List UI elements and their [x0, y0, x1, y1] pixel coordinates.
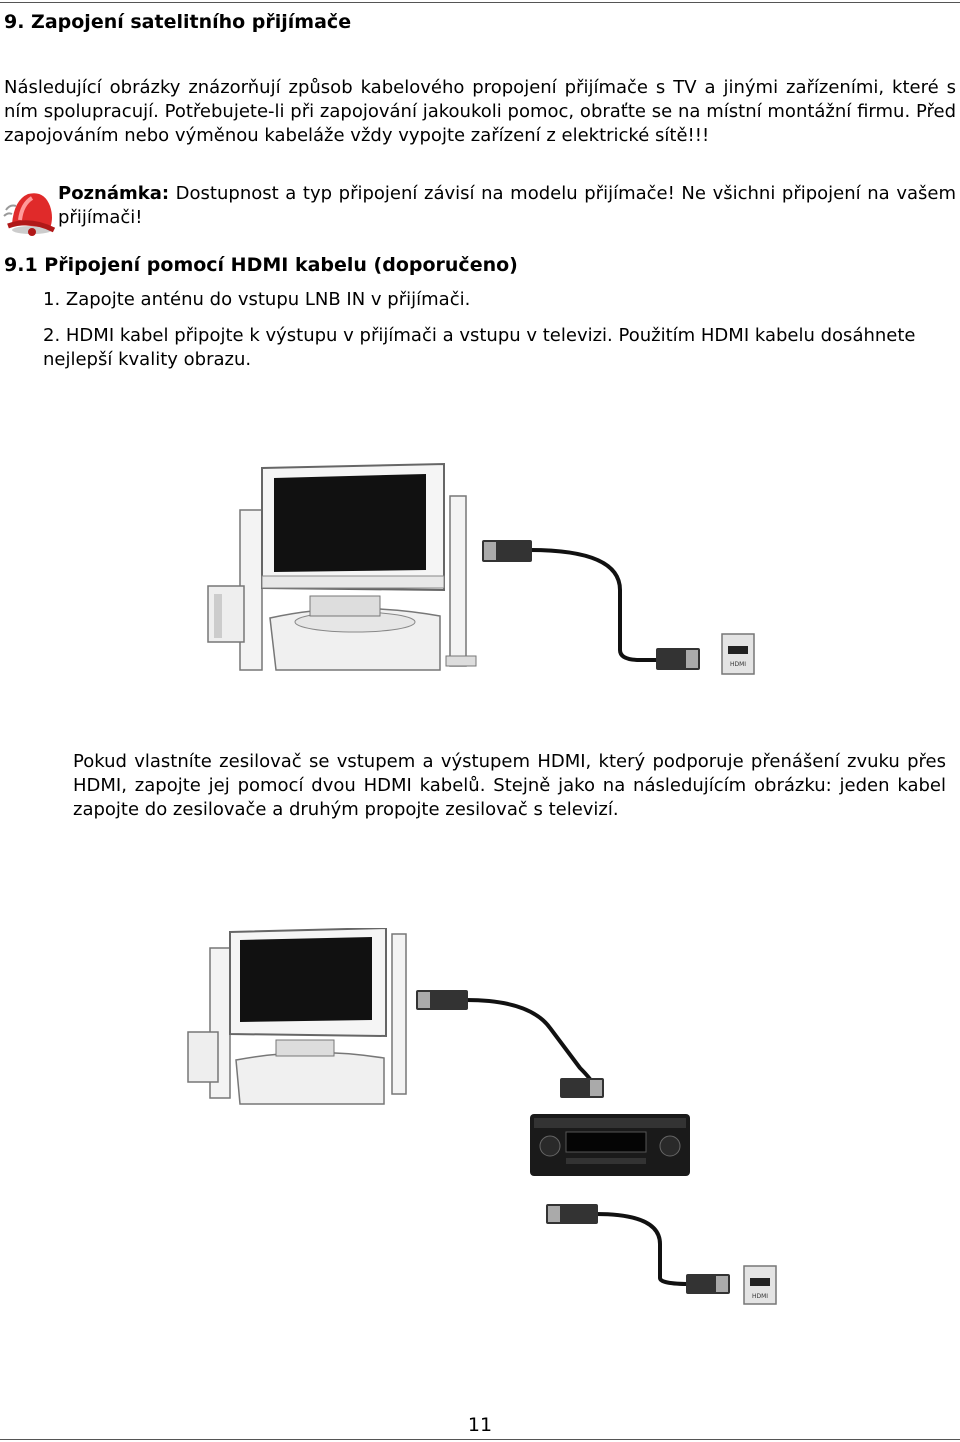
- step-1: 1. Zapojte anténu do vstupu LNB IN v přijímači.: [43, 289, 471, 310]
- hdmi-port-icon: [744, 1266, 776, 1304]
- note-box: [0, 180, 960, 240]
- hdmi-cable-illustration: [482, 540, 700, 670]
- note-label: Poznámka:: [58, 183, 170, 204]
- amplifier-paragraph: Pokud vlastníte zesilovač se vstupem a výstupem HDMI, který podporuje přenášení zvuku přes HDMI, zapojte jej pomocí dvou HDMI kabelů. Stejně jako na následujícím obrázku: jeden kabel zapojte do zesilovače a druhým propojte zesilovač s televizí.: [73, 751, 946, 820]
- note-text: [58, 182, 956, 230]
- top-rule: [0, 2, 960, 3]
- tv-set-illustration: [208, 464, 476, 670]
- hdmi-cable-lower: [546, 1204, 730, 1294]
- tv-set-illustration: [188, 928, 406, 1104]
- section-title: 9.1 Připojení pomocí HDMI kabelu (doporučeno): [4, 254, 518, 276]
- port-label: HDMI: [751, 1293, 769, 1300]
- intro-paragraph: Následující obrázky znázorňují způsob kabelového propojení přijímače s TV a jinými zařízeními, které s ním spolupracují. Potřebujete-li při zapojování jakoukoli pomoc, obraťte se na místní montážní firmu. Před zapojováním nebo výměnou kabeláže vždy vypojte zařízení z elektrické sítě!!!: [4, 77, 956, 146]
- bell-icon: [2, 184, 58, 240]
- port-label: HDMI: [729, 661, 747, 668]
- amplifier-connection-diagram: [180, 928, 780, 1308]
- page-heading: 9. Zapojení satelitního přijímače: [4, 11, 352, 33]
- amplifier-illustration: [530, 1114, 690, 1176]
- hdmi-cable-upper: [416, 990, 604, 1098]
- step-2: 2. HDMI kabel připojte k výstupu v přijímači a vstupu v televizi. Použitím HDMI kabelu dosáhnete nejlepší kvality obrazu.: [43, 325, 916, 370]
- page-number: 11: [467, 1414, 493, 1436]
- note-body: Dostupnost a typ připojení závisí na modelu přijímače! Ne všichni připojení na vašem přijímači!: [58, 183, 956, 228]
- bottom-rule: [0, 1439, 960, 1440]
- hdmi-port-icon: [722, 634, 754, 674]
- hdmi-connection-diagram: [200, 460, 760, 680]
